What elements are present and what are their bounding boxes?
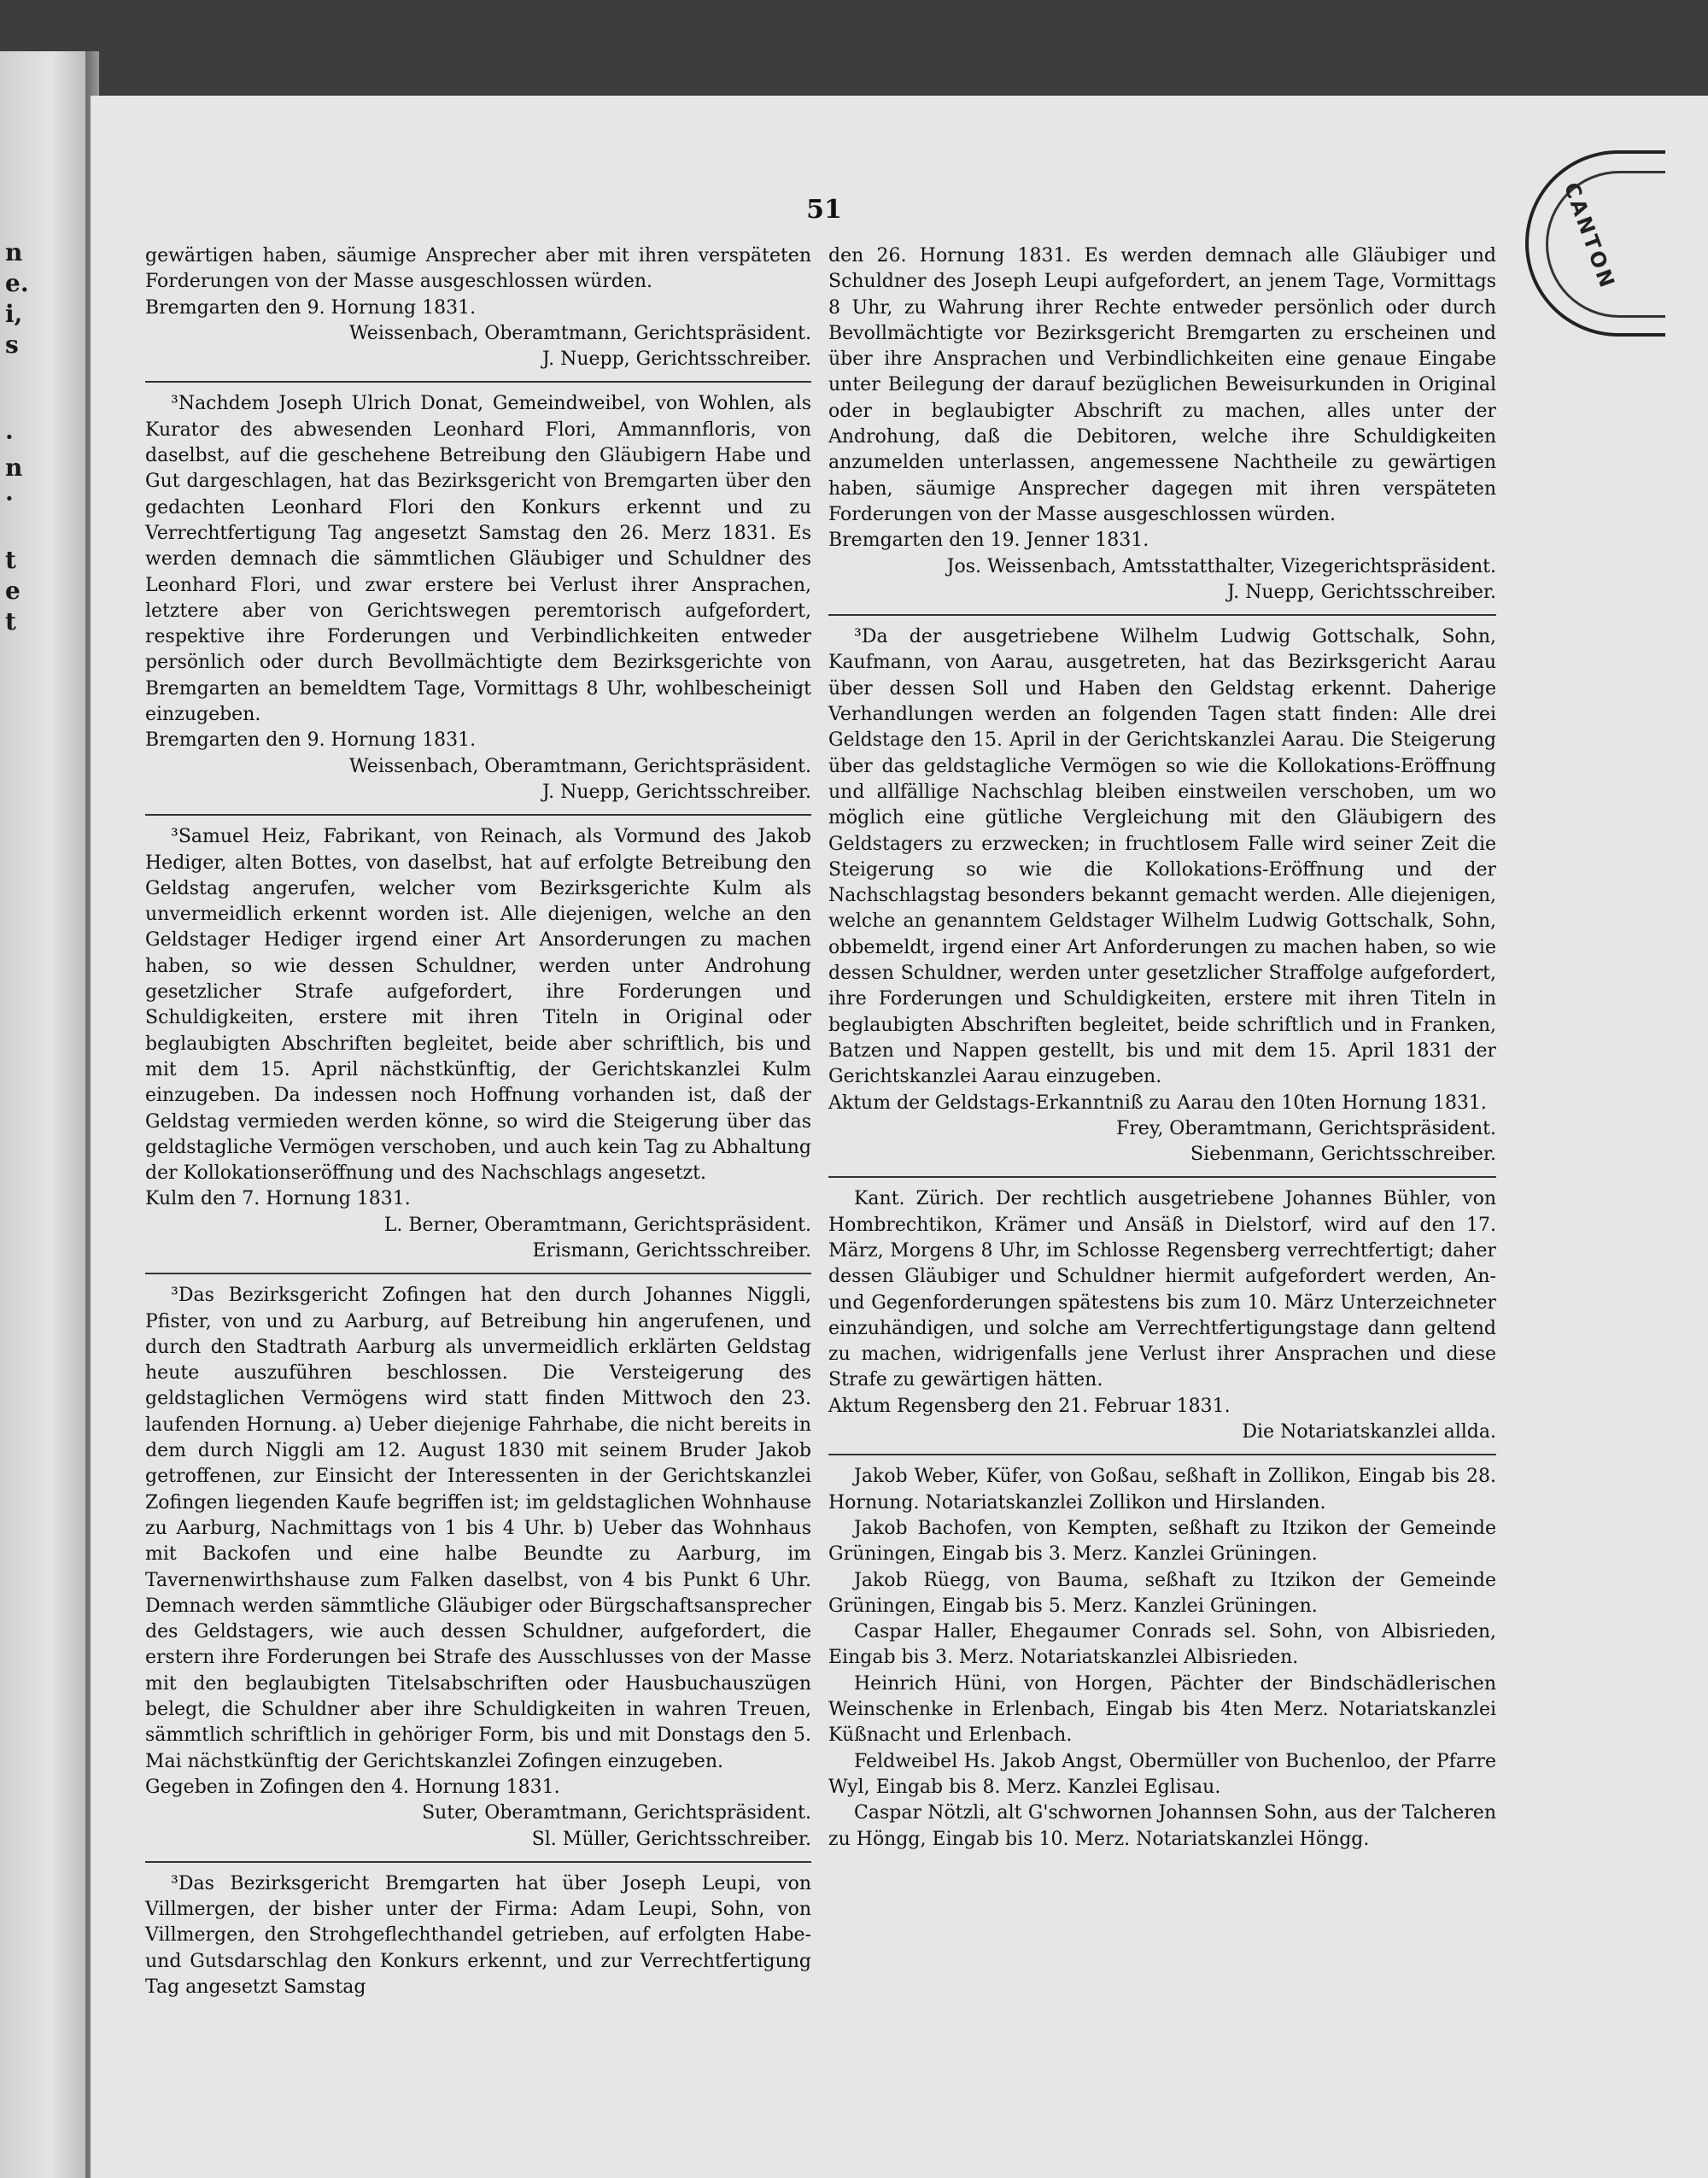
notice-body: ³Das Bezirksgericht Zofingen hat den durch Johannes Niggli, Pfister, von und zu Aarburg, auf Betreibung hin angerufenen, und durch den Stadtrath Aarburg als unvermeidlich erklärten Geldstag heute auszuführen beschlossen. Die Versteigerung des geldstaglichen Vermögens wird statt finden Mittwoch den 23. laufenden Hornung. a) Ueber diejenige Fahrhabe, die nicht bereits in dem durch Niggli am 12. August 1830 mit seinem Bruder Jakob getroffenen, zur Einsicht der Interessenten in der Gerichtskanzlei Zofingen liegenden Kaufe begriffen ist; im geldstaglichen Wohnhause zu Aarburg, Nachmittags von 1 bis 4 Uhr. b) Ueber das Wohnhaus mit Backofen und eine halbe Beundte zu Aarburg, im Tavernenwirthshause zum Falken daselbst, von 4 bis Punkt 6 Uhr. Demnach werden sämmtliche Gläubiger oder Bürgschaftsansprecher des Geldstagers, wie auch dessen Schuldner, aufgefordert, die erstern ihre Forderungen bei Strafe des Ausschlusses von der Masse mit den beglaubigten Titelsabschriften oder Hausbuchauszügen belegt, die Schuldner aber ihre Schuldigkeiten in wahren Treuen, sämmtlich schriftlich in gehöriger Form, bis und mit Donstags den 5. Mai nächstkünftig der Gerichtskanzlei Zofingen einzugeben. <box>145 1285 811 1772</box>
divider <box>145 1861 811 1863</box>
adjacent-page-fragments: n e. i, s · n · t e t <box>5 238 29 635</box>
divider <box>145 1273 811 1274</box>
notice-date: Bremgarten den 9. Hornung 1831. <box>145 729 477 752</box>
notice-date: Aktum der Geldstags-Erkanntniß zu Aarau den 10ten Hornung 1831. <box>828 1092 1487 1114</box>
divider <box>828 614 1496 616</box>
notice-date: Bremgarten den 9. Hornung 1831. <box>145 296 477 319</box>
divider <box>828 1176 1496 1178</box>
signature-line: Erismann, Gerichtsschreiber. <box>532 1239 811 1262</box>
signature-line: J. Nuepp, Gerichtsschreiber. <box>1226 581 1496 603</box>
list-item: Feldweibel Hs. Jakob Angst, Obermüller von Buchenloo, der Pfarre Wyl, Eingab bis 8. Merz. Kanzlei Eglisau. <box>828 1750 1496 1798</box>
list-item: Heinrich Hüni, von Horgen, Pächter der Bindschädlerischen Weinschenke in Erlenbach, Eingab bis 4ten Merz. Notariatskanzlei Küßnacht und Erlenbach. <box>828 1672 1496 1747</box>
signature-line: Weissenbach, Oberamtmann, Gerichtspräsident. <box>348 322 811 344</box>
notice-date: Kulm den 7. Hornung 1831. <box>145 1188 411 1210</box>
notice-date: Bremgarten den 19. Jenner 1831. <box>828 530 1149 552</box>
notice-date: Aktum Regensberg den 21. Februar 1831. <box>828 1395 1231 1417</box>
divider <box>145 381 811 383</box>
left-column <box>145 243 811 2000</box>
signature-line: Die Notariatskanzlei allda. <box>1242 1421 1496 1443</box>
notice-body: Kant. Zürich. Der rechtlich ausgetriebene Johannes Bühler, von Hombrechtikon, Krämer und Ansäß in Dielstorf, wird auf den 17. März, Morgens 8 Uhr, im Schlosse Regensberg verrechtfertigt; daher dessen Gläubiger und Schuldner hiermit aufgefordert werden, An- und Gegenforderungen spätestens bis zum 10. März Unterzeichneter einzuhändigen, und solche am Verrechtfertigungstage dann geltend zu machen, widrigenfalls jene Verlust ihrer Ansprachen und diese Strafe zu gewärtigen hätten. <box>828 1188 1496 1391</box>
divider <box>145 814 811 816</box>
list-item: Caspar Haller, Ehegaumer Conrads sel. Sohn, von Albisrieden, Eingab bis 3. Merz. Notariatskanzlei Albisrieden. <box>828 1621 1496 1669</box>
continued-text: gewärtigen haben, säumige Ansprecher aber mit ihren verspäteten Forderungen von der Masse ausgeschlossen würden. <box>145 245 811 293</box>
notice-body: ³Das Bezirksgericht Bremgarten hat über Joseph Leupi, von Villmergen, der bisher unter der Firma: Adam Leupi, Sohn, von Villmergen, den Strohgeflechthandel getrieben, auf erfolgten Habe- und Gutsdarschlag den Konkurs erkennt, und zur Verrechtfertigung Tag angesetzt Samstag <box>145 1872 811 1998</box>
divider <box>828 1454 1496 1455</box>
signature-line: Sl. Müller, Gerichtsschreiber. <box>531 1828 811 1850</box>
list-item: Caspar Nötzli, alt G'schwornen Johannsen Sohn, aus der Talcheren zu Höngg, Eingab bis 10. Merz. Notariatskanzlei Höngg. <box>828 1802 1496 1850</box>
signature-line: J. Nuepp, Gerichtsschreiber. <box>541 348 811 371</box>
adjacent-page-edge <box>0 51 85 2178</box>
continued-text: den 26. Hornung 1831. Es werden demnach alle Gläubiger und Schuldner des Joseph Leupi aufgefordert, an jenem Tage, Vormittags 8 Uhr, zu Wahrung ihrer Rechte entweder persönlich oder durch Bevollmächtigte vor Bezirksgericht Bremgarten zu erscheinen und über ihre Ansprachen und Verbindlichkeiten eine genaue Eingabe unter Beilegung der darauf bezüglichen Beweisurkunden in Original oder in beglaubigter Abschrift zu machen, alles unter der Androhung, daß die Debitoren, welche ihre Schuldigkeiten anzumelden unterlassen, angemessene Nachtheile zu gewärtigen haben, säumige Ansprecher dagegen mit ihren verspäteten Forderungen von der Masse ausgeschlossen würden. <box>828 245 1496 525</box>
notice-body: ³Nachdem Joseph Ulrich Donat, Gemeindweibel, von Wohlen, als Kurator des abwesenden Leonhard Flori, Ammannfloris, von daselbst, auf die geschehene Betreibung den Gläubigern Habe und Gut dargeschlagen, hat das Bezirksgericht von Bremgarten über den gedachten Leonhard Flori den Konkurs erkennt und zu Verrechtfertigung Tag angesetzt Samstag den 26. Merz 1831. Es werden demnach die sämmtlichen Gläubiger und Schuldner des Leonhard Flori, und zwar erstere bei Verlust ihrer Ansprachen, letztere aber von Gerichtswegen peremtorisch aufgefordert, respektive ihre Forderungen und Verbindlichkeiten entweder persönlich oder durch Bevollmächtigte dem Bezirksgerichte von Bremgarten an bemeldtem Tage, Vormittags 8 Uhr, wohlbescheinigt einzugeben. <box>145 393 811 726</box>
list-item: Jakob Rüegg, von Bauma, seßhaft zu Itzikon der Gemeinde Grüningen, Eingab bis 5. Merz. Kanzlei Grüningen. <box>828 1569 1496 1617</box>
signature-line: Frey, Oberamtmann, Gerichtspräsident. <box>1116 1117 1496 1139</box>
signature-line: J. Nuepp, Gerichtsschreiber. <box>541 781 811 803</box>
signature-line: Suter, Oberamtmann, Gerichtspräsident. <box>422 1802 811 1824</box>
list-item: Jakob Bachofen, von Kempten, seßhaft zu Itzikon der Gemeinde Grüningen, Eingab bis 3. Merz. Kanzlei Grüningen. <box>828 1517 1496 1566</box>
list-item: Jakob Weber, Küfer, von Goßau, seßhaft in Zollikon, Eingab bis 28. Hornung. Notariatskanzlei Zollikon und Hirslanden. <box>828 1466 1496 1513</box>
notice-date: Gegeben in Zofingen den 4. Hornung 1831. <box>145 1776 560 1798</box>
notice-body: ³Da der ausgetriebene Wilhelm Ludwig Gottschalk, Sohn, Kaufmann, von Aarau, ausgetreten, hat das Bezirksgericht Aarau über dessen Soll und Haben den Geldstag erkennt. Daherige Verhandlungen werden an folgenden Tagen statt finden: Alle drei Geldstage den 15. April in der Gerichtskanzlei Aarau. Die Steigerung über das geldstagliche Vermögen so wie die Kollokations-Eröffnung und allfällige Nachschlag bleiben einstweilen verschoben, um wo möglich eine gütliche Vergleichung mit den Gläubigern des Geldstagers zu erzwecken; in fruchtlosem Falle wird seiner Zeit die Steigerung so wie die Kollokations-Eröffnung und der Nachschlagstag besonders bekannt gemacht werden. Alle diejenigen, welche an genanntem Geldstager Wilhelm Ludwig Gottschalk, Sohn, obbemeldt, irgend einer Art Anforderungen zu machen haben, so wie dessen Schuldner, werden unter gesetzlicher Straffolge aufgefordert, ihre Forderungen und Schuldigkeiten, erstere mit ihren Titeln in beglaubigten Abschriften begleitet, beide schriftlich und in Franken, Batzen und Nappen gestellt, bis und mit dem 15. April 1831 der Gerichtskanzlei Aarau einzugeben. <box>828 626 1496 1088</box>
signature-line: Weissenbach, Oberamtmann, Gerichtspräsident. <box>348 755 811 777</box>
page-number: 51 <box>806 195 842 225</box>
signature-line: Jos. Weissenbach, Amtsstatthalter, Vizegerichtspräsident. <box>946 555 1496 577</box>
scan-background <box>0 0 1708 94</box>
signature-line: L. Berner, Oberamtmann, Gerichtspräsident. <box>383 1214 811 1236</box>
right-column <box>828 243 1496 1853</box>
notice-body: ³Samuel Heiz, Fabrikant, von Reinach, als Vormund des Jakob Hediger, alten Bottes, von daselbst, hat auf erfolgte Betreibung den Geldstag angerufen, welcher vom Bezirksgerichte Kulm als unvermeidlich erkennt worden ist. Alle diejenigen, welche an den Geldstager Hediger irgend einer Art Ansorderungen zu machen haben, so wie dessen Schuldner, werden unter Androhung gesetzlicher Strafe aufgefordert, ihre Forderungen und Schuldigkeiten, erstere mit ihren Titeln in Original oder beglaubigten Abschriften begleitet, beide aber schriftlich, bis und mit dem 15. April nächstkünftig, der Gerichtskanzlei Kulm einzugeben. Da indessen noch Hoffnung vorhanden ist, daß der Geldstag vermieden werden könne, so wird die Steigerung über das geldstagliche Vermögen verschoben, und auch kein Tag zu Abhaltung der Kollokationseröffnung und des Nachschlags angesetzt. <box>145 826 811 1185</box>
stamp-text: CANTON <box>1559 179 1620 293</box>
signature-line: Siebenmann, Gerichtsschreiber. <box>1190 1144 1496 1166</box>
